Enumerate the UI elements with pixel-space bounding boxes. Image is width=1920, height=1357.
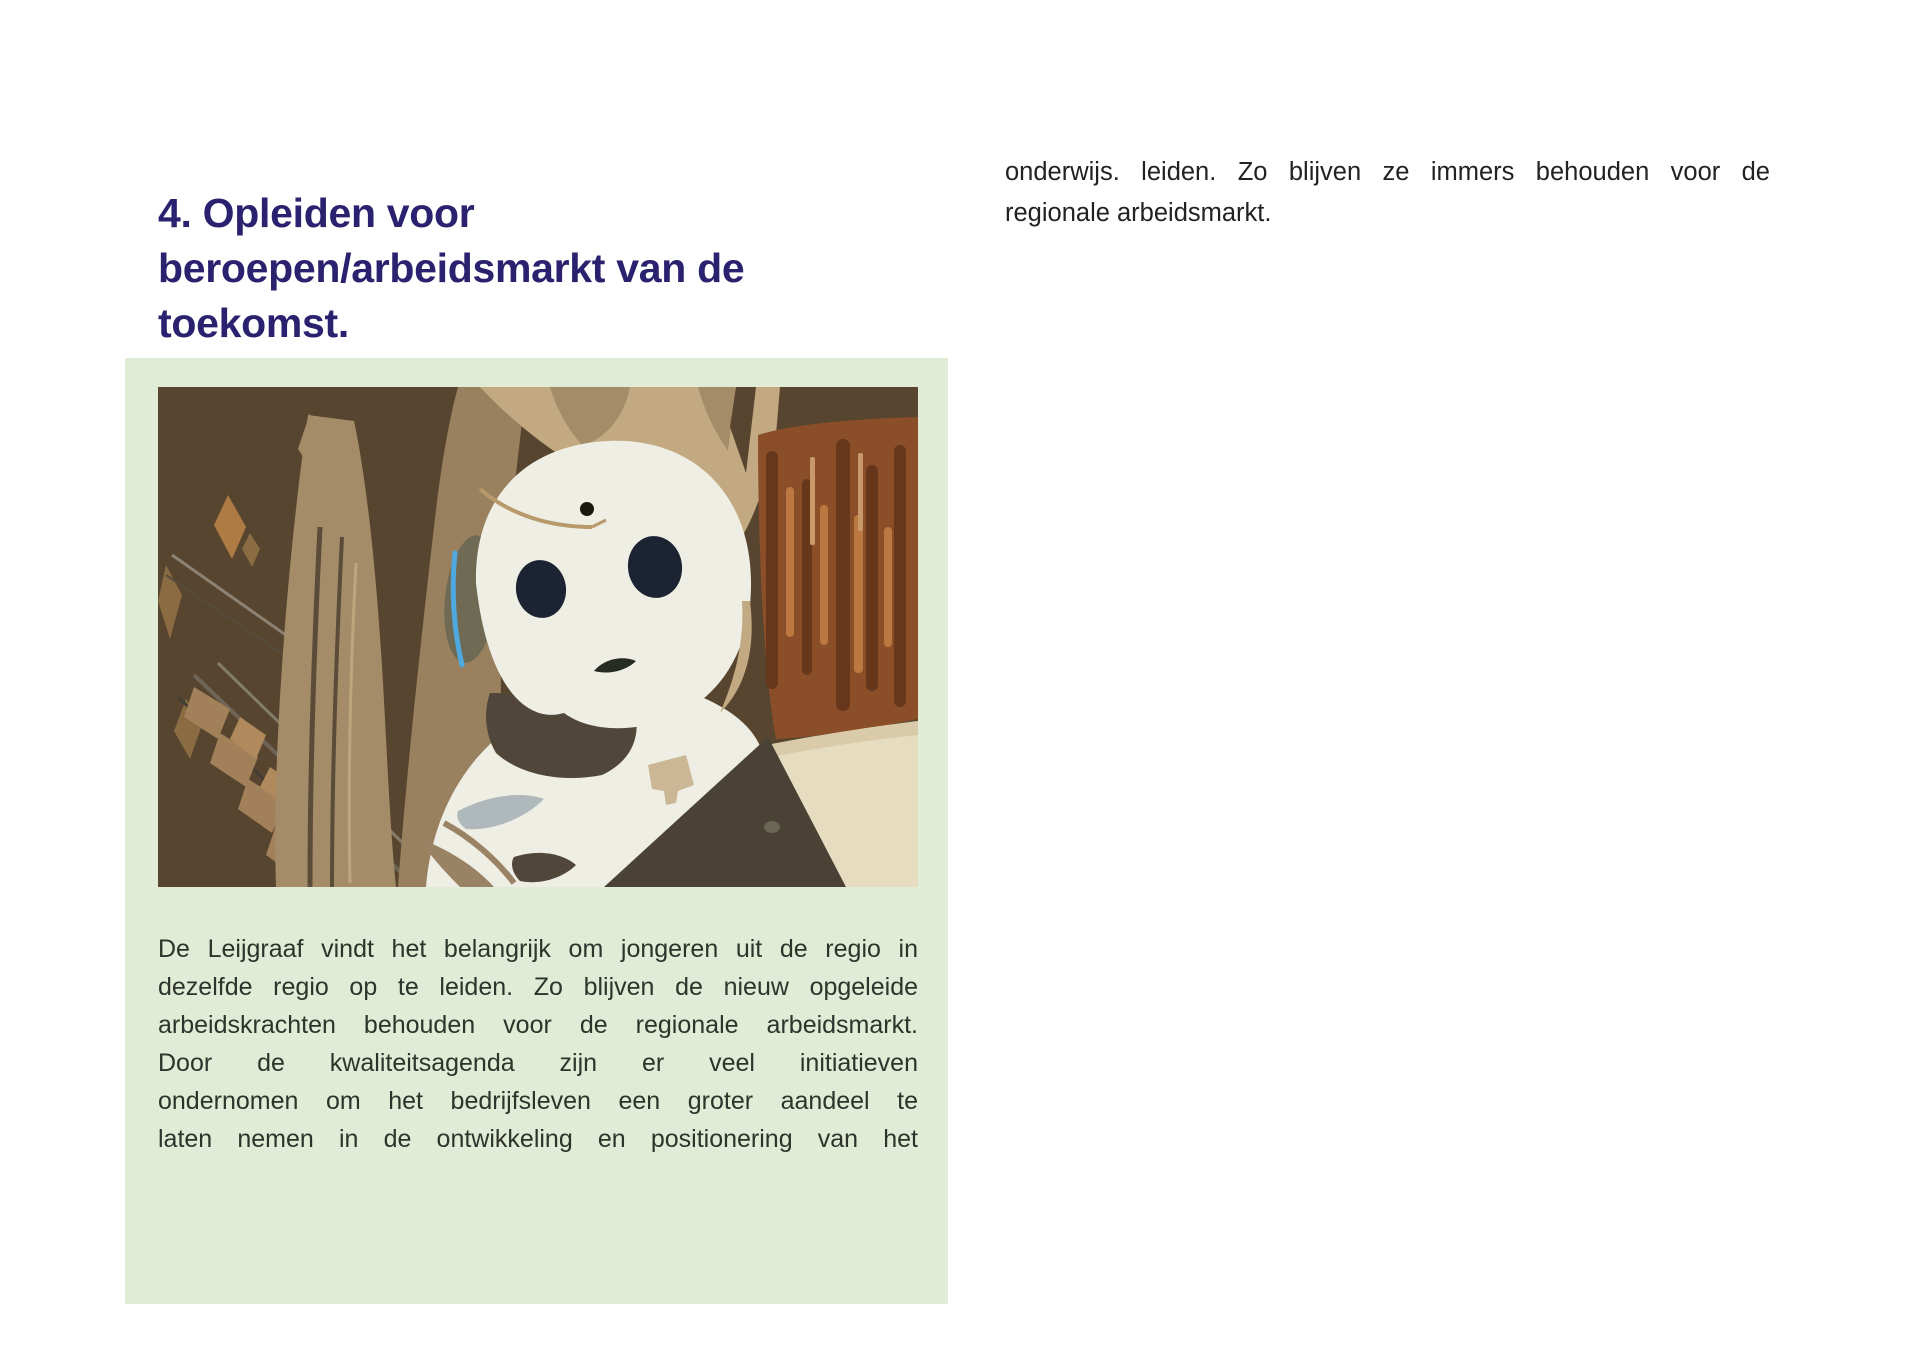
continuation-paragraph (1005, 152, 1770, 234)
paragraph-line: Door de kwaliteitsagenda zijn er veel initiatieven (158, 1049, 918, 1077)
continuation-line: regionale arbeidsmarkt. (1005, 199, 1272, 227)
paragraph-line: laten nemen in de ontwikkeling en positionering van het (158, 1125, 918, 1153)
heading-line: 4. Opleiden voor (158, 190, 475, 236)
paragraph-line: dezelfde regio op te leiden. Zo blijven de nieuw opgeleide (158, 973, 918, 1001)
continuation-line: onderwijs. leiden. Zo blijven ze immers behouden voor de (1005, 158, 1770, 186)
robot-photo (158, 387, 918, 887)
heading-line: beroepen/arbeidsmarkt van de (158, 245, 745, 291)
paragraph-line: De Leijgraaf vindt het belangrijk om jongeren uit de regio in (158, 935, 918, 963)
paragraph-line: arbeidskrachten behouden voor de regionale arbeidsmarkt. (158, 1011, 918, 1039)
heading-line: toekomst. (158, 300, 349, 346)
highlight-panel (125, 358, 948, 1304)
section-heading (158, 186, 858, 351)
panel-paragraph (158, 930, 918, 1158)
paragraph-line: ondernomen om het bedrijfsleven een groter aandeel te (158, 1087, 918, 1115)
